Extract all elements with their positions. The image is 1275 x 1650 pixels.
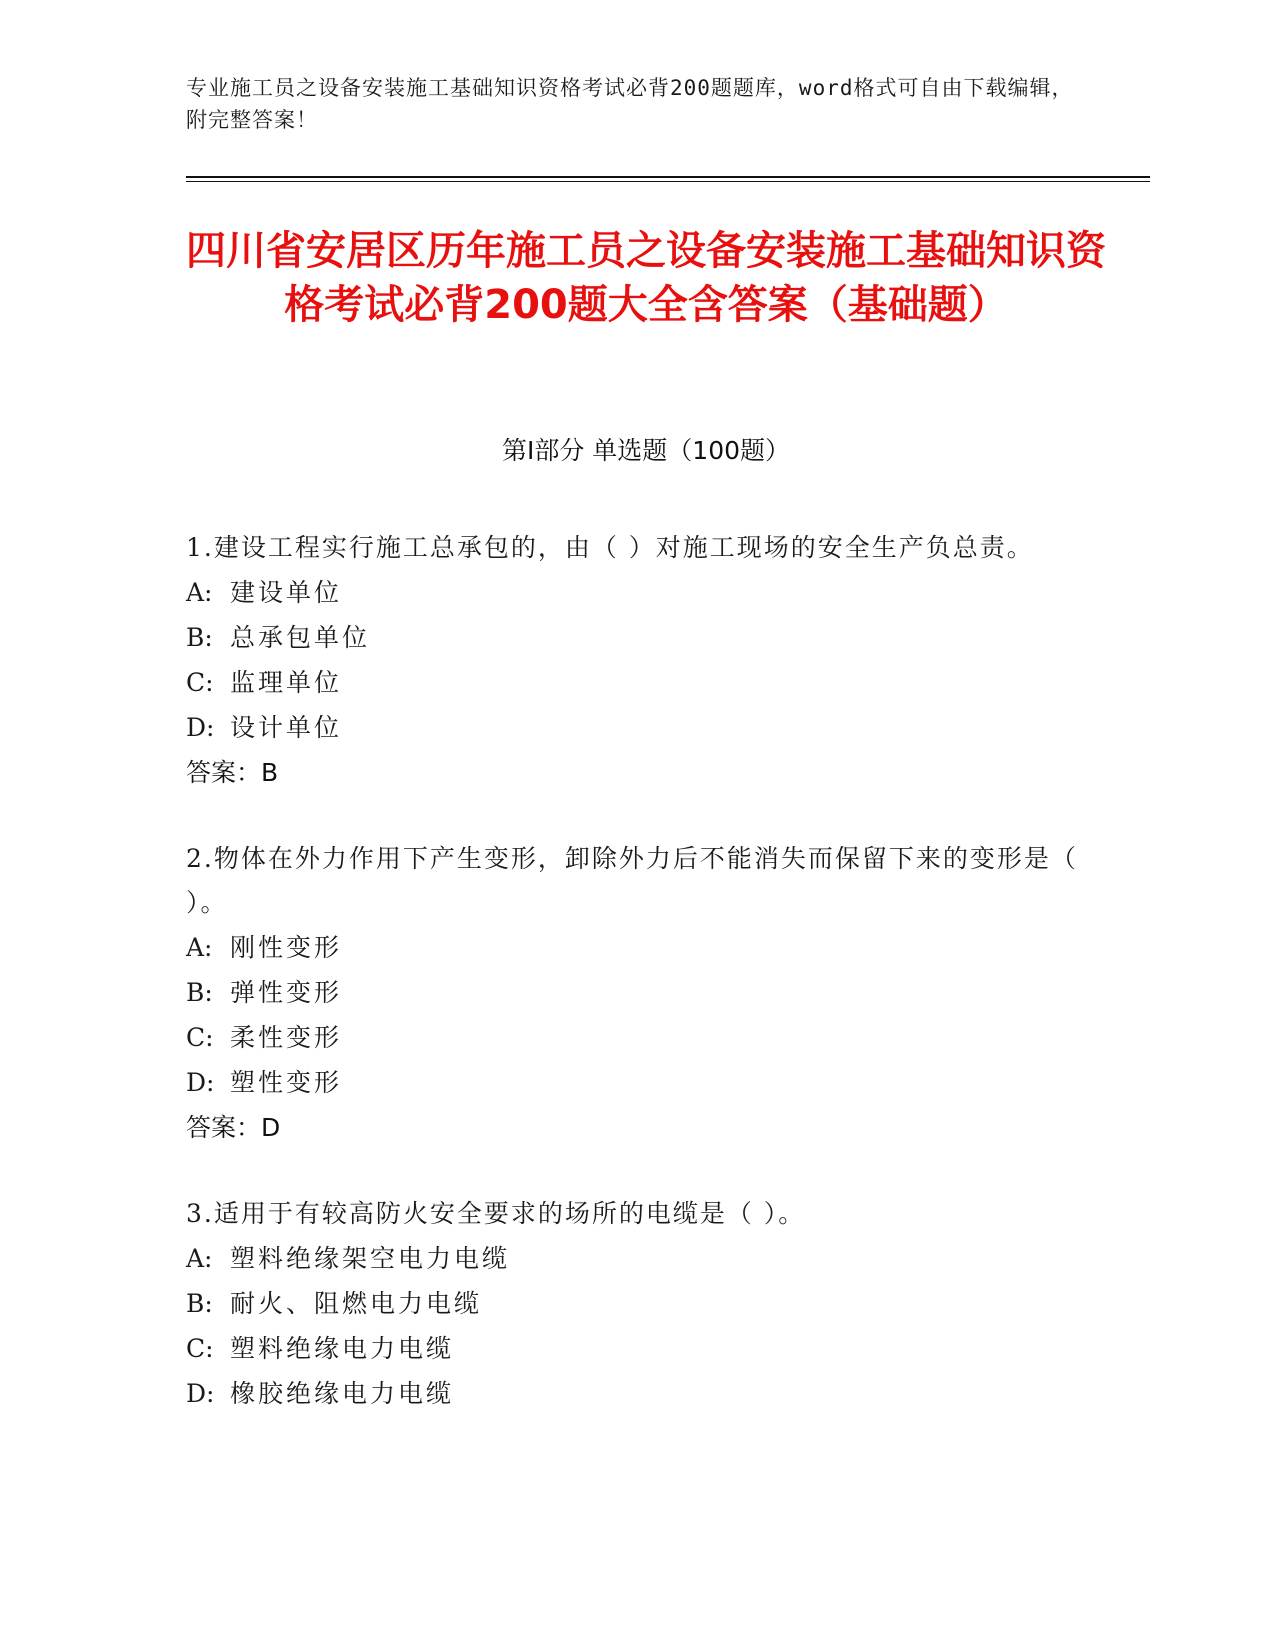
- option-d: [186, 1060, 1086, 1105]
- option-text: 弹性变形: [230, 978, 343, 1007]
- option-a: [186, 570, 1086, 615]
- option-letter: B:: [186, 1289, 213, 1318]
- option-letter: B:: [186, 978, 213, 1007]
- option-a: [186, 1236, 1086, 1281]
- option-text: 刚性变形: [230, 933, 343, 962]
- option-d: [186, 1371, 1086, 1416]
- option-b: [186, 615, 1086, 660]
- header-note: 专业施工员之设备安装施工基础知识资格考试必背200题题库，word格式可自由下载编辑，附完整答案！: [186, 76, 1074, 132]
- option-b: [186, 970, 1086, 1015]
- option-letter: C:: [186, 1023, 214, 1052]
- option-letter: D:: [186, 713, 215, 742]
- option-text: 柔性变形: [230, 1023, 343, 1052]
- option-c: [186, 1015, 1086, 1060]
- option-text: 橡胶绝缘电力电缆: [230, 1379, 455, 1408]
- spacer: [186, 1150, 1086, 1192]
- option-letter: A:: [186, 933, 213, 962]
- header-divider-thick: [186, 176, 1150, 178]
- option-text: 监理单位: [230, 668, 343, 697]
- option-letter: C:: [186, 668, 214, 697]
- answer: 答案：B: [186, 758, 279, 787]
- question-stem: 3.适用于有较高防火安全要求的场所的电缆是（ ）。: [186, 1199, 806, 1228]
- option-letter: D:: [186, 1379, 215, 1408]
- question-1: [186, 526, 1086, 795]
- option-letter: A:: [186, 578, 213, 607]
- option-text: 塑料绝缘电力电缆: [230, 1334, 455, 1363]
- option-c: [186, 660, 1086, 705]
- question-2: [186, 837, 1086, 1150]
- option-letter: B:: [186, 623, 213, 652]
- question-stem: 2.物体在外力作用下产生变形，卸除外力后不能消失而保留下来的变形是（ ）。: [186, 844, 1078, 917]
- option-text: 建设单位: [230, 578, 343, 607]
- option-text: 塑性变形: [230, 1068, 343, 1097]
- option-letter: C:: [186, 1334, 214, 1363]
- option-letter: D:: [186, 1068, 215, 1097]
- header-divider-thin: [186, 181, 1150, 182]
- option-text: 耐火、阻燃电力电缆: [230, 1289, 483, 1318]
- option-text: 总承包单位: [230, 623, 371, 652]
- question-3: [186, 1192, 1086, 1416]
- section-heading: 第Ⅰ部分 单选题（100题）: [501, 436, 791, 465]
- option-a: [186, 925, 1086, 970]
- question-stem: 1.建设工程实行施工总承包的，由（ ）对施工现场的安全生产负总责。: [186, 533, 1034, 562]
- option-b: [186, 1281, 1086, 1326]
- question-list: [186, 526, 1086, 1416]
- option-d: [186, 705, 1086, 750]
- option-c: [186, 1326, 1086, 1371]
- option-letter: A:: [186, 1244, 213, 1273]
- spacer: [186, 795, 1086, 837]
- document-title: 四川省安居区历年施工员之设备安装施工基础知识资格考试必背200题大全含答案（基础题）: [186, 228, 1106, 328]
- option-text: 塑料绝缘架空电力电缆: [230, 1244, 511, 1273]
- option-text: 设计单位: [230, 713, 343, 742]
- answer: 答案：D: [186, 1113, 281, 1142]
